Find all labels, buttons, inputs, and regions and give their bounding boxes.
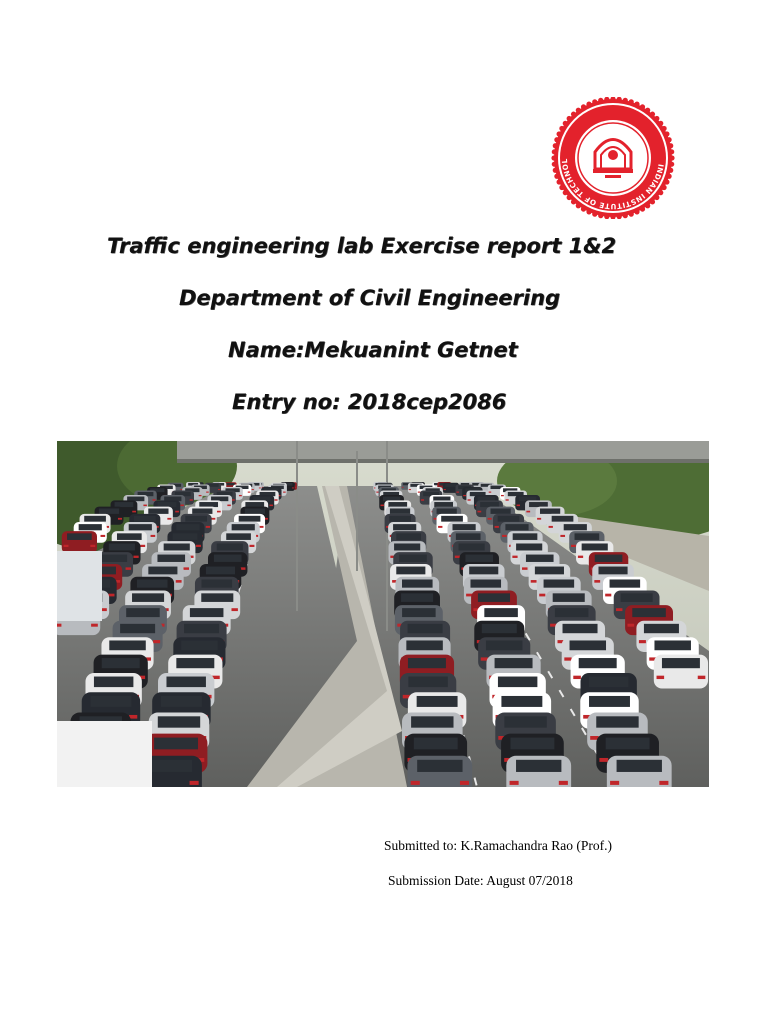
svg-text:INDIAN INSTITUTE OF TECHNOLOGY: INDIAN INSTITUTE OF TECHNOL <box>559 158 666 212</box>
student-name: Name:Mekuanint Getnet <box>228 338 518 362</box>
report-title: Traffic engineering lab Exercise report 1&2 <box>107 234 617 258</box>
traffic-jam-photo <box>57 441 709 787</box>
seal-icon <box>533 97 693 219</box>
submitted-to: Submitted to: K.Ramachandra Rao (Prof.) <box>384 838 612 853</box>
submission-date: Submission Date: August 07/2018 <box>388 873 573 888</box>
entry-number: Entry no: 2018cep2086 <box>232 390 507 414</box>
department-line: Department of Civil Engineering <box>179 286 561 310</box>
institute-seal-logo <box>533 97 693 219</box>
